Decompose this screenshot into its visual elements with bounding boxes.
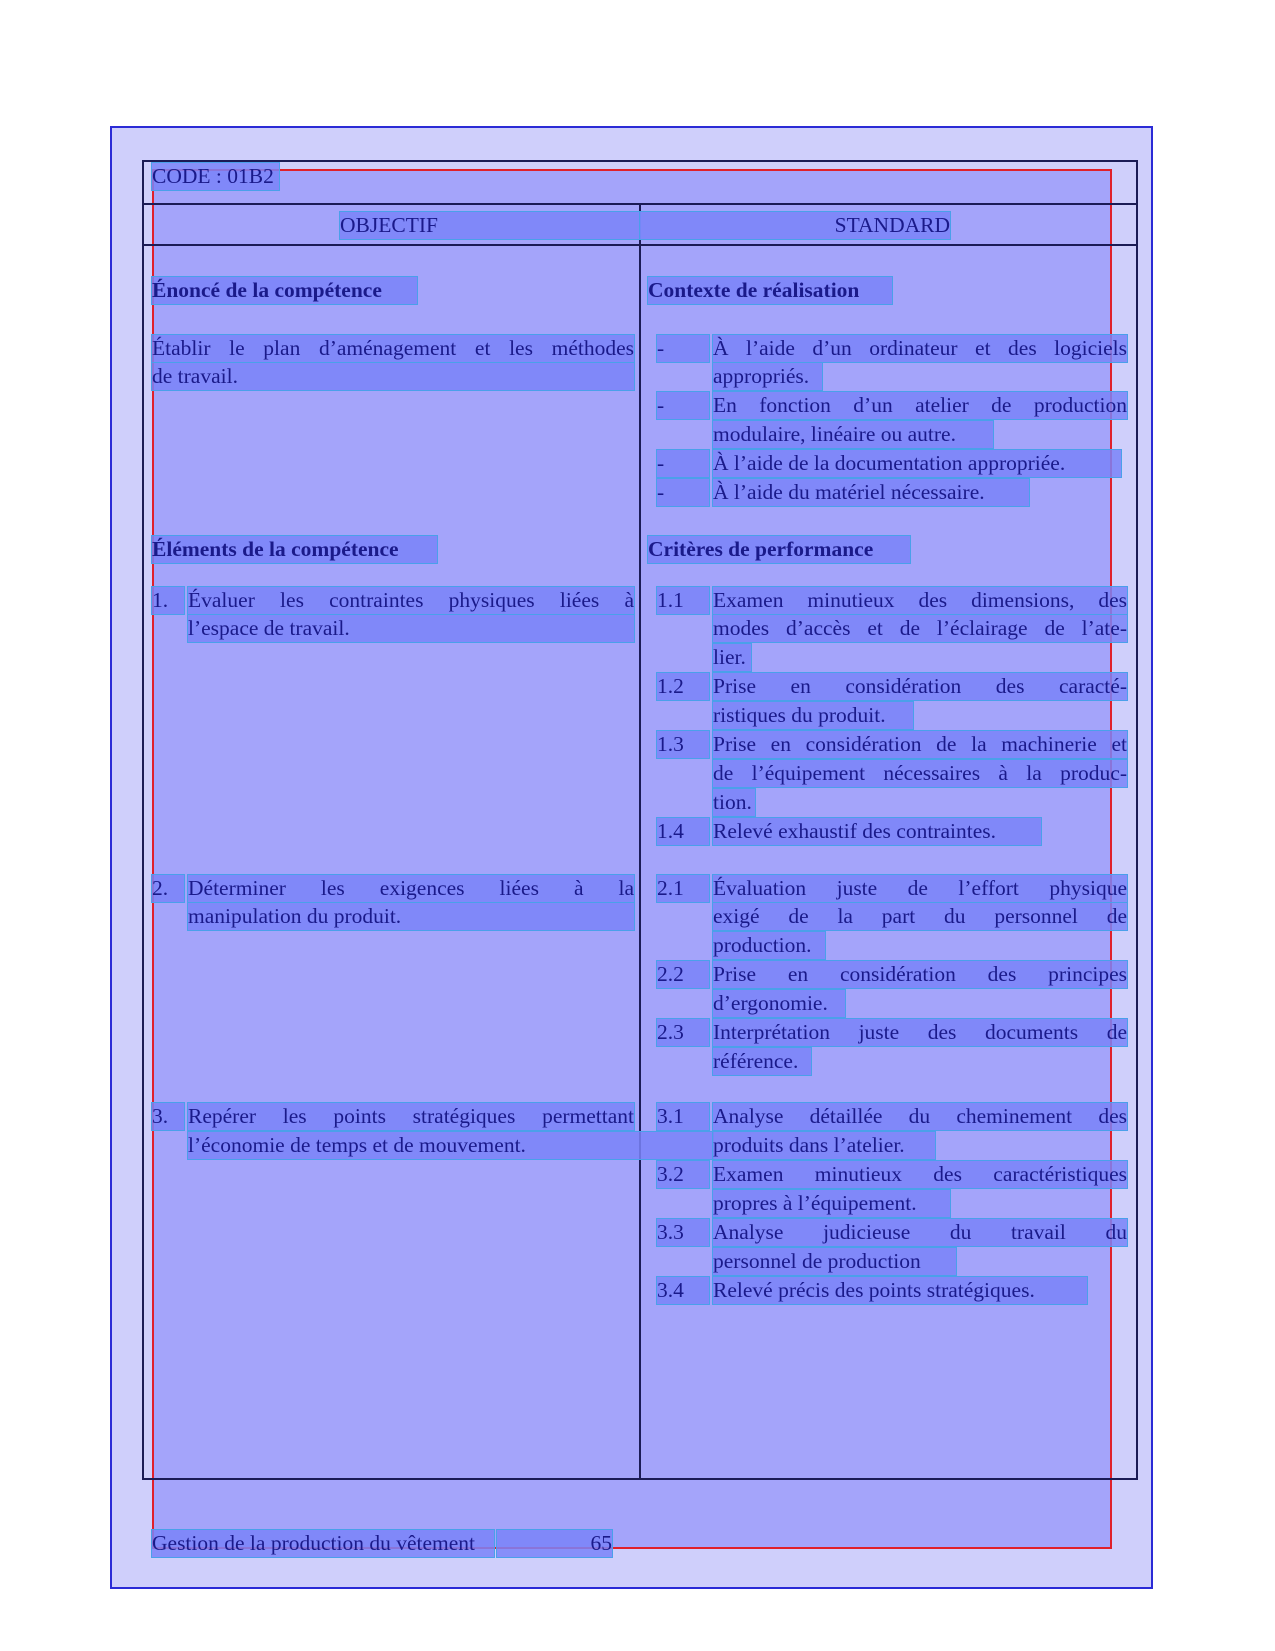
- critere-line: lier.: [713, 644, 751, 671]
- footer-title: Gestion de la production du vêtement: [152, 1530, 494, 1557]
- critere-line: Relevé exhaustif des contraintes.: [713, 818, 1041, 845]
- critere-line: personnel de production: [713, 1248, 956, 1275]
- elements-title: Éléments de la compétence: [152, 536, 437, 563]
- critere-number: 1.1: [657, 587, 709, 614]
- critere-line: ristiques du produit.: [713, 702, 913, 729]
- header-standard: STANDARD: [640, 212, 950, 239]
- critere-line: de l’équipement nécessaires à la produc-: [713, 761, 1127, 785]
- contexte-line: appropriés.: [713, 363, 822, 390]
- critere-line: exigé de la part du personnel de: [713, 904, 1127, 928]
- element-line: Évaluer les contraintes physiques liées à: [188, 588, 634, 612]
- contexte-line: En fonction d’un atelier de production: [713, 393, 1127, 417]
- contexte-title: Contexte de réalisation: [648, 277, 892, 304]
- critere-number: 2.3: [657, 1019, 709, 1046]
- critere-line: Relevé précis des points stratégiques.: [713, 1277, 1087, 1304]
- critere-line: tion.: [713, 789, 755, 816]
- contexte-bullet: -: [657, 335, 709, 362]
- critere-line: Prise en considération des principes: [713, 962, 1127, 986]
- critere-line: Prise en considération des caracté-: [713, 674, 1127, 698]
- contexte-line: À l’aide de la documentation appropriée.: [713, 450, 1121, 477]
- contexte-bullet: -: [657, 479, 709, 506]
- element-number: 3.: [152, 1103, 184, 1130]
- critere-line: d’ergonomie.: [713, 990, 845, 1017]
- enonce-line: Établir le plan d’aménagement et les méthodes: [152, 336, 634, 360]
- critere-number: 2.1: [657, 875, 709, 902]
- critere-line: Évaluation juste de l’effort physique: [713, 876, 1127, 900]
- critere-line: Examen minutieux des dimensions, des: [713, 588, 1127, 612]
- contexte-line: À l’aide d’un ordinateur et des logiciels: [713, 336, 1127, 360]
- element-line: l’économie de temps et de mouvement.: [188, 1132, 713, 1159]
- enonce-line: de travail.: [152, 363, 634, 390]
- element-line: Repérer les points stratégiques permettant: [188, 1104, 634, 1128]
- critere-line: référence.: [713, 1048, 811, 1075]
- critere-number: 3.1: [657, 1103, 709, 1130]
- contexte-bullet: -: [657, 450, 709, 477]
- table-column-divider: [639, 203, 641, 1479]
- criteres-title: Critères de performance: [648, 536, 910, 563]
- element-line: manipulation du produit.: [188, 903, 634, 930]
- contexte-line: À l’aide du matériel nécessaire.: [713, 479, 1029, 506]
- critere-line: Analyse judicieuse du travail du: [713, 1220, 1127, 1244]
- critere-line: Interprétation juste des documents de: [713, 1020, 1127, 1044]
- contexte-line: modulaire, linéaire ou autre.: [713, 421, 993, 448]
- critere-line: Prise en considération de la machinerie et: [713, 732, 1127, 756]
- enonce-title: Énoncé de la compétence: [152, 277, 417, 304]
- critere-number: 1.4: [657, 818, 709, 845]
- critere-line: modes d’accès et de l’éclairage de l’ate-: [713, 616, 1127, 640]
- element-line: l’espace de travail.: [188, 615, 634, 642]
- critere-line: Analyse détaillée du cheminement des: [713, 1104, 1127, 1128]
- code-label: CODE : 01B2: [152, 163, 279, 190]
- critere-number: 2.2: [657, 961, 709, 988]
- critere-number: 1.3: [657, 731, 709, 758]
- critere-number: 3.3: [657, 1219, 709, 1246]
- critere-number: 1.2: [657, 673, 709, 700]
- critere-line: production.: [713, 932, 825, 959]
- critere-line: Examen minutieux des caractéristiques: [713, 1162, 1127, 1186]
- critere-line: produits dans l’atelier.: [713, 1132, 935, 1159]
- element-line: Déterminer les exigences liées à la: [188, 876, 634, 900]
- critere-number: 3.4: [657, 1277, 709, 1304]
- critere-number: 3.2: [657, 1161, 709, 1188]
- critere-line: propres à l’équipement.: [713, 1190, 950, 1217]
- footer-page-number: 65: [497, 1530, 612, 1557]
- element-number: 2.: [152, 875, 184, 902]
- contexte-bullet: -: [657, 392, 709, 419]
- header-objectif: OBJECTIF: [340, 212, 640, 239]
- element-number: 1.: [152, 587, 184, 614]
